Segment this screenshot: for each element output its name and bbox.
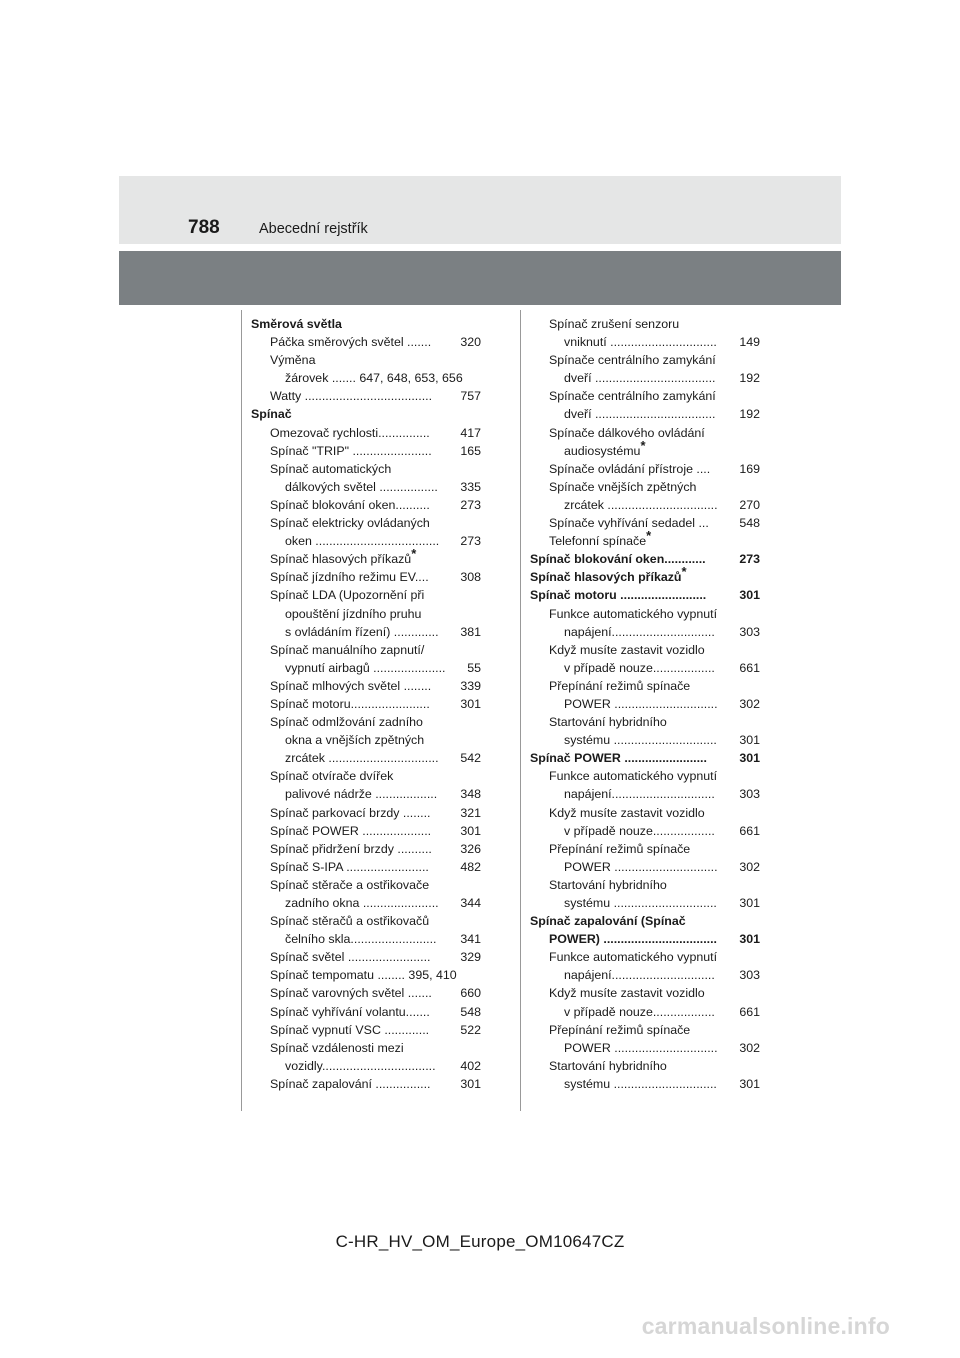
index-entry-page: 169 [739,461,760,476]
index-entry-page: 660 [460,986,481,1001]
index-entry [530,623,760,641]
index-entry-text: Spínač tempomatu ........ 395, 410 [270,968,457,983]
index-entry-text: Spínač elektricky ovládaných [270,516,430,531]
index-entry-page: 522 [460,1022,481,1037]
index-entry-text: v případě nouze.................. [564,660,715,675]
index-entry-page: 302 [739,696,760,711]
index-entry [251,1039,481,1057]
index-entry [530,333,760,351]
index-entry-text: zrcátek ................................ [564,497,718,512]
index-entry [530,912,760,930]
index-entry-text: Spínač vypnutí VSC ............. [270,1022,430,1037]
asterisk-mark: * [411,546,417,562]
index-entry [251,966,481,984]
index-entry-text: Watty ..................................... [270,389,433,404]
index-entry-page: 417 [460,425,481,440]
index-entry-text: Funkce automatického vypnutí [549,606,718,621]
index-entry-page: 661 [739,660,760,675]
index-entry-text: vypnutí airbagů ..................... [285,660,446,675]
index-entry-text: Spínače vnějších zpětných [549,479,697,494]
index-entry-text: okna a vnějších zpětných [285,733,425,748]
index-entry-page: 381 [460,624,481,639]
index-entry [530,858,760,876]
index-entry [251,1075,481,1093]
index-entry-text: systému .............................. [564,1076,717,1091]
index-entry [251,876,481,894]
index-entry-text: Spínače dálkového ovládání [549,425,705,440]
index-entry [530,1057,760,1075]
index-entry-page: 301 [739,733,760,748]
index-entry [530,586,760,604]
index-entry [530,1003,760,1021]
index-entry-text: zadního okna ...................... [285,896,439,910]
index-entry-text: napájení.............................. [564,968,715,983]
index-entry-page: 55 [467,660,481,675]
index-entry-text: Spínač odmlžování zadního [270,715,423,730]
index-entry-text: dveří ................................... [564,407,716,422]
index-entry [530,315,760,333]
index-entry-text: POWER .............................. [564,696,718,711]
index-entry-page: 320 [460,335,481,350]
index-entry [530,351,760,369]
index-entry-text: Spínač zapalování (Spínač [530,914,686,929]
index-entry-page: 661 [739,1004,760,1019]
index-entry-text: Spínače ovládání přístroje .... [549,461,711,476]
index-entry [530,659,760,677]
index-entry [251,351,481,369]
index-entry [251,460,481,478]
index-entry-text: Startování hybridního [549,877,667,892]
index-entry [251,1021,481,1039]
index-entry [251,984,481,1002]
index-entry [251,387,481,405]
index-entry-page: 270 [739,497,760,512]
index-entry [530,749,760,767]
index-entry-page: 341 [460,932,481,947]
index-entry-text: Spínač motoru....................... [270,696,430,711]
index-entry [251,930,481,948]
index-entry-text: Když musíte zastavit vozidlo [549,642,705,657]
index-entry [251,532,481,550]
index-entry [530,528,760,550]
index-entry [251,713,481,731]
index-entry-text: systému .............................. [564,896,717,910]
index-entry [251,586,481,604]
index-entry [251,677,481,695]
index-entry-page: 301 [460,823,481,838]
header-dark-band [119,251,841,305]
index-entry-text: POWER .............................. [564,859,718,874]
index-entry-page: 302 [739,1040,760,1055]
index-entry [251,785,481,803]
index-entry [530,695,760,713]
index-entry [530,894,760,912]
index-entry-page: 192 [739,371,760,386]
index-entry-text: Když musíte zastavit vozidlo [549,986,705,1001]
index-entry-text: Přepínání režimů spínače [549,678,691,693]
index-entry-page: 348 [460,787,481,802]
index-entry [251,496,481,514]
right-column-rule [520,310,521,1111]
index-entry-text: Spínač "TRIP" ....................... [270,443,432,458]
index-entry [530,387,760,405]
index-entry-text: Spínač stěrače a ostřikovače [270,877,430,892]
index-entry [530,767,760,785]
index-entry-page: 192 [739,407,760,422]
index-entry-text: Přepínání režimů spínače [549,841,691,856]
index-entry [530,822,760,840]
index-entry [530,564,760,586]
index-entry-page: 548 [460,1004,481,1019]
index-entry-text: Spínač varovných světel ....... [270,986,432,1001]
index-entry-text: Spínač LDA (Upozornění při [270,588,425,603]
index-entry [530,785,760,803]
index-entry-page: 301 [460,696,481,711]
index-entry-text: Spínač stěračů a ostřikovačů [270,914,430,929]
index-entry [251,822,481,840]
index-entry-text: Když musíte zastavit vozidlo [549,805,705,820]
index-entry-page: 303 [739,968,760,983]
index-entry-page: 301 [739,588,760,603]
index-entry [251,315,481,333]
index-entry-text: Spínač blokování oken.......... [270,497,430,512]
index-entry-text: v případě nouze.................. [564,823,715,838]
index-entry-text: Spínač blokování oken............ [530,552,706,567]
index-entry [530,804,760,822]
index-entry [251,695,481,713]
index-entry-page: 329 [460,950,481,965]
index-entry-text: Startování hybridního [549,715,667,730]
index-entry-text: Startování hybridního [549,1058,667,1073]
index-entry-text: palivové nádrže .................. [285,787,438,802]
index-entry [251,478,481,496]
index-entry-page: 308 [460,570,481,585]
index-column-left [251,315,481,1093]
index-entry-text: Spínač zrušení senzoru [549,317,680,331]
index-entry-text: Spínač automatických [270,461,392,476]
index-entry-text: vozidly................................. [285,1058,436,1073]
index-entry [530,437,760,460]
index-entry-text: napájení.............................. [564,787,715,802]
index-entry-page: 344 [460,896,481,910]
index-entry [530,550,760,568]
index-entry-page: 661 [739,823,760,838]
header-band [119,176,841,244]
index-entry [251,369,481,387]
index-entry-text: Přepínání režimů spínače [549,1022,691,1037]
index-entry-text: Spínače vyhřívání sedadel ... [549,516,709,531]
index-entry-page: 303 [739,624,760,639]
index-entry-text: Spínače centrálního zamykání [549,389,716,404]
index-entry [251,948,481,966]
page-number: 788 [188,217,220,238]
index-entry [530,496,760,514]
index-entry-page: 301 [739,1076,760,1091]
index-entry [530,514,760,532]
index-entry-text: Spínač vyhřívání volantu....... [270,1004,430,1019]
index-entry-text: Spínač přidržení brzdy .......... [270,841,432,856]
index-entry [251,767,481,785]
index-entry-page: 301 [460,1076,481,1091]
index-entry-page: 482 [460,859,481,874]
index-entry-text: Spínač S-IPA ........................ [270,859,429,874]
asterisk-mark: * [681,564,687,580]
index-entry-text: audiosystému [564,443,641,458]
index-entry-text: Páčka směrových světel ....... [270,335,432,350]
index-entry-page: 321 [460,805,481,820]
index-entry [530,876,760,894]
index-entry-page: 548 [739,516,760,531]
index-entry-page: 301 [739,896,760,910]
index-entry-text: Spínač manuálního zapnutí/ [270,642,425,657]
index-entry [530,731,760,749]
index-entry [530,677,760,695]
index-entry [530,478,760,496]
index-entry-text: Spínač POWER .................... [270,823,432,838]
index-entry-page: 335 [460,479,481,494]
index-entry-page: 542 [460,751,481,766]
index-entry-text: Funkce automatického vypnutí [549,769,718,784]
index-entry [251,405,481,423]
index-column-right [530,315,760,1093]
index-entry [530,966,760,984]
index-entry-text: Výměna [270,353,316,368]
index-entry-text: napájení.............................. [564,624,715,639]
index-entry [530,840,760,858]
index-entry [530,405,760,423]
index-entry-text: Spínač hlasových příkazů [530,570,682,585]
section-title: Abecední rejstřík [259,221,368,237]
index-entry-text: Spínač otvírače dvířek [270,769,394,784]
index-entry-text: Spínač světel ........................ [270,950,431,965]
index-entry [530,948,760,966]
index-entry-text: Telefonní spínače [549,534,647,549]
index-entry [530,369,760,387]
index-entry-text: Směrová světla [251,317,342,331]
index-entry-page: 273 [460,534,481,549]
index-entry [251,840,481,858]
index-entry-page: 165 [460,443,481,458]
index-entry [530,460,760,478]
index-entry-text: žárovek ....... 647, 648, 653, 656 [285,371,463,386]
index-entry [251,546,481,568]
index-entry-text: POWER .............................. [564,1040,718,1055]
index-entry-text: oken .................................... [285,534,440,549]
index-entry [530,930,760,948]
index-entry-text: Spínač jízdního režimu EV.... [270,570,429,585]
index-entry-page: 149 [739,335,760,350]
index-entry [251,442,481,460]
index-entry [251,804,481,822]
index-entry-text: Spínač mlhových světel ........ [270,678,432,693]
index-entry [530,1075,760,1093]
index-entry [251,605,481,623]
index-entry-text: Spínač parkovací brzdy ........ [270,805,431,820]
index-entry [530,605,760,623]
index-entry-text: Spínač vzdálenosti mezi [270,1040,404,1055]
index-entry-page: 326 [460,841,481,856]
index-entry-page: 301 [739,751,760,766]
index-entry [251,568,481,586]
index-entry-page: 302 [739,859,760,874]
index-entry [251,749,481,767]
index-entry-page: 301 [739,932,760,947]
asterisk-mark: * [646,528,652,544]
index-entry [251,894,481,912]
index-entry-text: Spínač zapalování ................ [270,1076,431,1091]
document-code: C-HR_HV_OM_Europe_OM10647CZ [335,1232,625,1251]
index-entry [251,659,481,677]
index-entry-page: 339 [460,678,481,693]
left-column-rule [241,310,242,1111]
index-entry-text: v případě nouze.................. [564,1004,715,1019]
index-entry-page: 273 [460,497,481,512]
index-entry-text: zrcátek ................................ [285,751,439,766]
index-entry [530,984,760,1002]
index-entry-text: dálkových světel ................. [285,479,438,494]
index-entry-text: systému .............................. [564,733,717,748]
index-entry-text: Spínač [251,407,292,422]
index-entry-text: Spínač POWER ........................ [530,751,707,766]
index-entry-text: Spínač hlasových příkazů [270,552,412,567]
index-entry-text: vniknutí ............................... [564,335,717,350]
index-entry-text: s ovládáním řízení) ............. [285,624,439,639]
index-entry-page: 273 [739,552,760,567]
index-entry [251,641,481,659]
index-entry-text: Funkce automatického vypnutí [549,950,718,965]
index-entry [251,1057,481,1075]
index-entry [251,623,481,641]
index-entry [251,1003,481,1021]
index-entry-text: Omezovač rychlosti............... [270,425,430,440]
index-entry [251,514,481,532]
index-entry-text: POWER) ................................. [549,932,717,947]
index-entry [251,333,481,351]
index-entry [530,713,760,731]
asterisk-mark: * [640,437,646,453]
index-entry [530,641,760,659]
index-entry [251,731,481,749]
index-entry [530,1039,760,1057]
index-entry-text: čelního skla......................... [285,932,437,947]
index-entry-text: Spínače centrálního zamykání [549,353,716,368]
index-entry-page: 303 [739,787,760,802]
index-entry [530,1021,760,1039]
index-entry-text: opouštění jízdního pruhu [285,606,422,621]
index-entry-text: dveří ................................... [564,371,716,386]
index-entry [251,858,481,876]
watermark: carmanualsonline.info [641,1313,890,1339]
index-entry-page: 757 [460,389,481,404]
index-entry-page: 402 [460,1058,481,1073]
index-entry [251,424,481,442]
index-entry [251,912,481,930]
index-entry-text: Spínač motoru ......................... [530,588,707,603]
